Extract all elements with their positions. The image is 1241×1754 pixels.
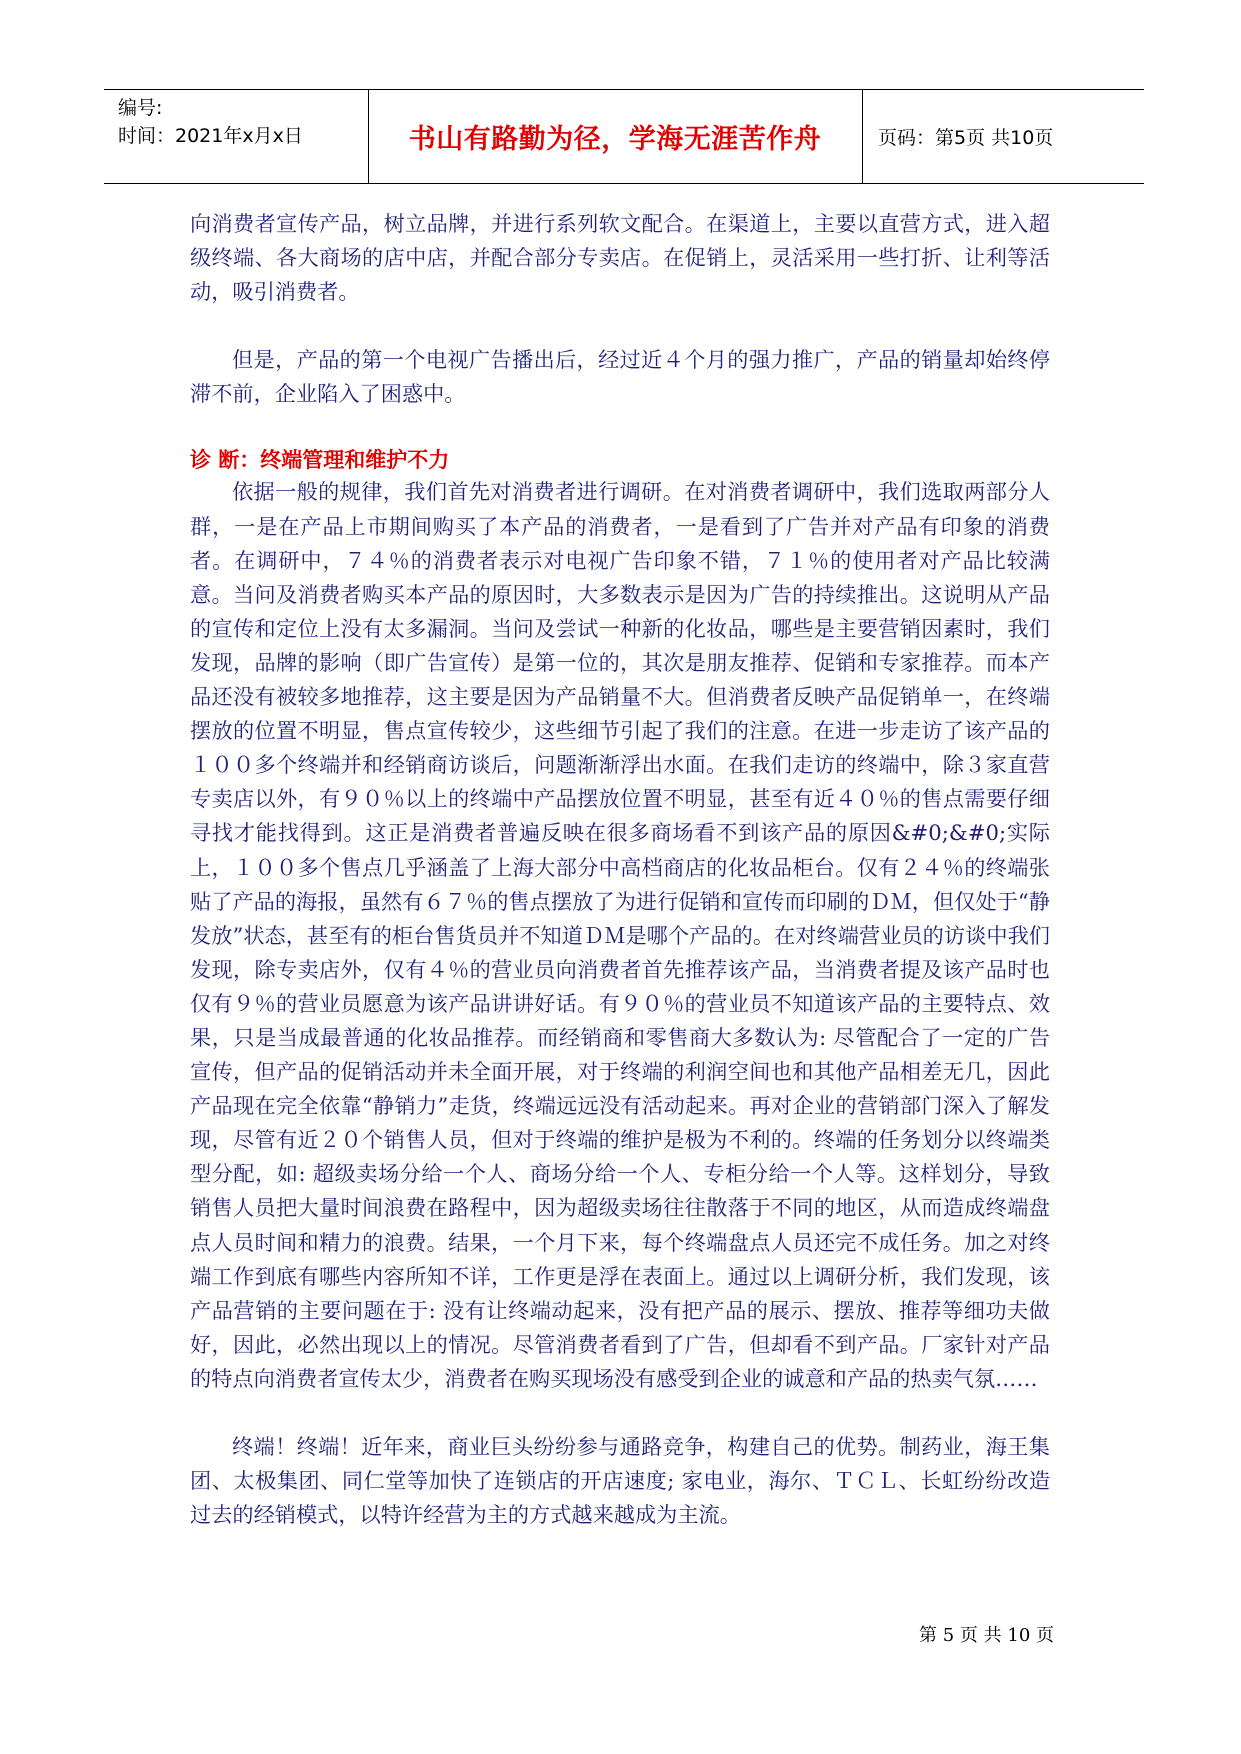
page-footer: 第 5 页 共 10 页 [919,1625,1054,1646]
document-body [190,207,1050,1532]
body-paragraph: 但是，产品的第一个电视广告播出后，经过近４个月的强力推广，产品的销量却始终停滞不前，企业陷入了困惑中。 [190,347,1050,407]
header-meta [118,94,368,150]
section-heading: 诊 断：终端管理和维护不力 [190,448,450,473]
body-paragraph: 依据一般的规律，我们首先对消费者进行调研。在对消费者调研中，我们选取两部分人群，一是在产品上市期间购买了本产品的消费者，一是看到了广告并对产品有印象的消费者。在调研中，７４％的消费者表示对电视广告印象不错，７１％的使用者对产品比较满意。当问及消费者购买本产品的原因时，大多数表示是因为广告的持续推出。这说明从产品的宣传和定位上没有太多漏洞。当问及尝试一种新的化妆品，哪些是主要营销因素时，我们发现，品牌的影响（即广告宣传）是第一位的，其次是朋友推荐、促销和专家推荐。而本产品还没有被较多地推荐，这主要是因为产品销量不大。但消费者反映产品促销单一，在终端摆放的位置不明显，售点宣传较少，这些细节引起了我们的注意。在进一步走访了该产品的１００多个终端并和经销商访谈后，问题渐渐浮出水面。在我们走访的终端中，除３家直营专卖店以外，有９０％以上的终端中产品摆放位置不明显，甚至有近４０％的售点需要仔细寻找才能找得到。这正是消费者普遍反映在很多商场看不到该产品的原因&#0;&#0;实际上，１００多个售点几乎涵盖了上海大部分中高档商店的化妆品柜台。仅有２４％的终端张贴了产品的海报，虽然有６７％的售点摆放了为进行促销和宣传而印刷的ＤＭ，但仅处于“静发放”状态，甚至有的柜台售货员并不知道ＤＭ是哪个产品的。在对终端营业员的访谈中我们发现，除专卖店外，仅有４％的营业员向消费者首先推荐该产品，当消费者提及该产品时也仅有９％的营业员愿意为该产品讲讲好话。有９０％的营业员不知道该产品的主要特点、效果，只是当成最普通的化妆品推荐。而经销商和零售商大多数认为: 尽管配合了一定的广告宣传，但产品的促销活动并未全面开展，对于终端的利润空间也和其他产品相差无几，因此产品现在完全依靠“静销力”走货，终端远远没有活动起来。再对企业的营销部门深入了解发现，尽管有近２０个销售人员，但对于终端的维护是极为不利的。终端的任务划分以终端类型分配，如: 超级卖场分给一个人、商场分给一个人、专柜分给一个人等。这样划分，导致销售人员把大量时间浪费在路程中，因为超级卖场往往散落于不同的地区，从而造成终端盘点人员时间和精力的浪费。结果，一个月下来，每个终端盘点人员还完不成任务。加之对终端工作到底有哪些内容所知不详，工作更是浮在表面上。通过以上调研分析，我们发现，该产品营销的主要问题在于: 没有让终端动起来，没有把产品的展示、摆放、推荐等细功夫做好，因此，必然出现以上的情况。尽管消费者看到了广告，但却看不到产品。厂家针对产品的特点向消费者宣传太少，消费者在购买现场没有感受到企业的诚意和产品的热卖气氛…… [190,479,1050,1391]
body-paragraph: 向消费者宣传产品，树立品牌，并进行系列软文配合。在渠道上，主要以直营方式，进入超级终端、各大商场的店中店，并配合部分专卖店。在促销上，灵活采用一些打折、让利等活动，吸引消费者。 [190,211,1050,305]
header-page-code: 页码：第5页 共10页 [878,127,1054,149]
header-motto: 书山有路勤为径，学海无涯苦作舟 [408,124,822,155]
document-time: 时间：2021年x月x日 [118,125,303,147]
page-header [104,89,1144,184]
body-paragraph: 终端！终端！近年来，商业巨头纷纷参与通路竞争，构建自己的优势。制药业，海王集团、太极集团、同仁堂等加快了连锁店的开店速度; 家电业，海尔、ＴＣＬ、长虹纷纷改造过去的经销模式，以特许经营为主的方式越来越成为主流。 [190,1434,1051,1528]
document-number-label: 编号: [118,97,163,119]
